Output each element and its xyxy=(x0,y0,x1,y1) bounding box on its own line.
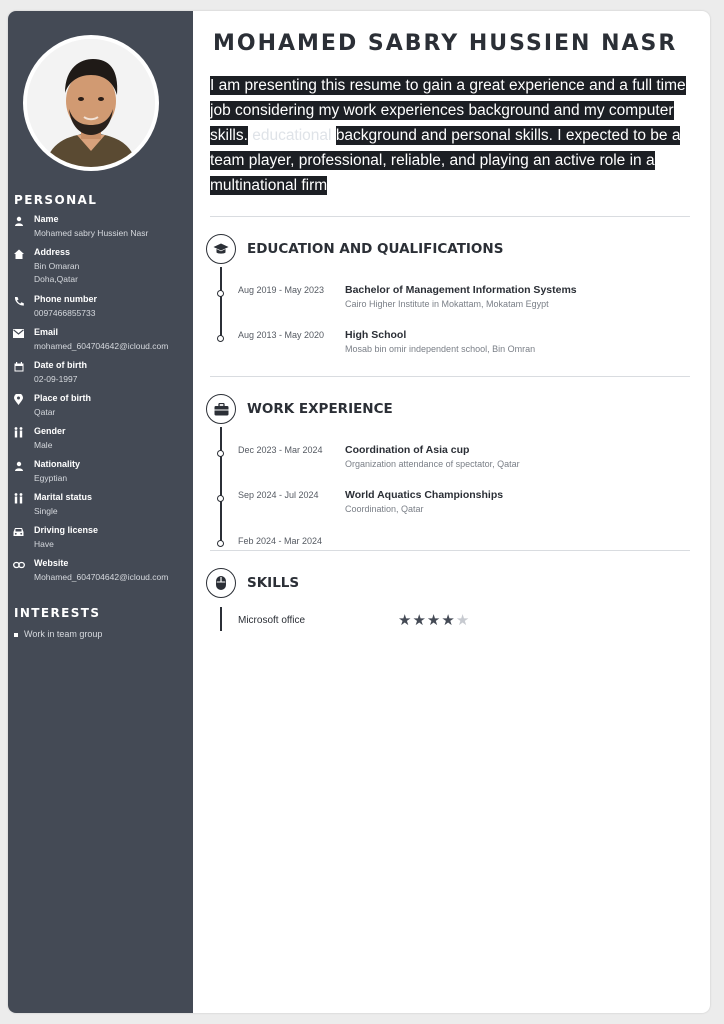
personal-marital-status: Marital status Single xyxy=(12,492,190,522)
divider xyxy=(210,216,690,217)
person-icon xyxy=(12,459,25,472)
work-timeline xyxy=(220,427,222,545)
work-title: WORK EXPERIENCE xyxy=(247,401,393,417)
personal-nationality: Nationality Egyptian xyxy=(12,459,190,489)
sidebar xyxy=(8,11,193,1013)
timeline-dot xyxy=(217,335,224,342)
education-timeline xyxy=(220,267,222,339)
skill-rating-stars xyxy=(398,611,470,629)
education-title: EDUCATION AND QUALIFICATIONS xyxy=(247,241,504,257)
car-icon xyxy=(12,525,25,538)
personal-website: Website Mohamed_604704642@icloud.com xyxy=(12,558,190,588)
timeline-dot xyxy=(217,450,224,457)
personal-gender: Gender Male xyxy=(12,426,190,456)
skill-name: Microsoft office xyxy=(238,615,306,626)
education-header xyxy=(206,234,686,264)
star-filled-icon: ★ xyxy=(412,612,427,629)
portrait-image xyxy=(27,39,155,167)
couple-icon xyxy=(12,492,25,505)
star-filled-icon: ★ xyxy=(398,612,413,629)
mouse-icon xyxy=(206,568,236,598)
link-icon xyxy=(12,558,25,571)
personal-birthdate: Date of birth 02-09-1997 xyxy=(12,360,190,390)
summary-text: I am presenting this resume to gain a great experience and a full time job considering my work experiences background and my computer skills. educational background and personal skills. I expected to be a team player, professional, reliable, and playing an active role in a multinational firm xyxy=(210,77,686,194)
timeline-dot xyxy=(217,495,224,502)
interest-item: Work in team group xyxy=(14,629,102,639)
graduation-cap-icon xyxy=(206,234,236,264)
star-empty-icon: ★ xyxy=(455,612,471,629)
personal-address: Address Bin Omaran Doha,Qatar xyxy=(12,247,190,277)
person-icon xyxy=(12,214,25,227)
star-filled-icon: ★ xyxy=(426,612,442,629)
personal-driving-license: Driving license Have xyxy=(12,525,190,555)
mail-icon xyxy=(12,327,25,340)
profile-photo xyxy=(23,35,159,171)
skills-title: SKILLS xyxy=(247,575,300,591)
location-pin-icon xyxy=(12,393,25,406)
star-filled-icon: ★ xyxy=(441,612,456,629)
skills-header xyxy=(206,568,686,598)
bullet-icon xyxy=(14,633,18,637)
skills-timeline xyxy=(220,607,222,631)
divider xyxy=(210,550,690,551)
interests-section-title: INTERESTS xyxy=(14,606,101,620)
personal-email: Email mohamed_604704642@icloud.com xyxy=(12,327,190,357)
timeline-dot xyxy=(217,290,224,297)
timeline-dot xyxy=(217,540,224,547)
briefcase-icon xyxy=(206,394,236,424)
work-header xyxy=(206,394,686,424)
divider xyxy=(210,376,690,377)
personal-birthplace: Place of birth Qatar xyxy=(12,393,190,423)
personal-name: Name Mohamed sabry Hussien Nasr xyxy=(12,214,190,244)
phone-icon xyxy=(12,294,25,307)
calendar-icon xyxy=(12,360,25,373)
gender-icon xyxy=(12,426,25,439)
resume-page: PERSONAL Name Mohamed sabry Hussien Nasr Address Bin Omaran Doha,Qatar Phone number 0097466855733 Email mohamed_604704642@icloud.com Date of birth 02-09-1997 Place of birth Qatar Gender Male Nationality Egyptian Marital status Single Driving license Have Website Mohamed_604704642@icloud.com INTERESTS Work in team group MOHAMED SABRY HUSSIEN NASR I am presenting this resume to gain a great experience and a full time job considering my work experiences background and my computer skills. educational background and personal skills. I expected to be a team player, professional, reliable, and playing an active role in a multinational firm EDUCATION AND QUALIFICATIONS Aug 2019 - May 2023 Bachelor of Management Information Systems Cairo Higher Institute in Mokattam, Mokatam Egypt Aug 2013 - May 2020 High School Mosab bin omir independent school, Bin Omran WORK EXPERIENCE Dec 2023 - Mar 2024 Coordination of Asia cup Organization attendance of spectator, Qatar Sep 2024 - Jul 2024 World Aquatics Championships Coordination, Qatar Feb 2024 - Mar 2024 SKILLS Microsoft office ★★★★★ xyxy=(8,11,710,1013)
personal-section-title: PERSONAL xyxy=(14,193,98,207)
candidate-name: MOHAMED SABRY HUSSIEN NASR xyxy=(213,31,678,56)
personal-phone: Phone number 0097466855733 xyxy=(12,294,190,324)
home-icon xyxy=(12,247,25,260)
